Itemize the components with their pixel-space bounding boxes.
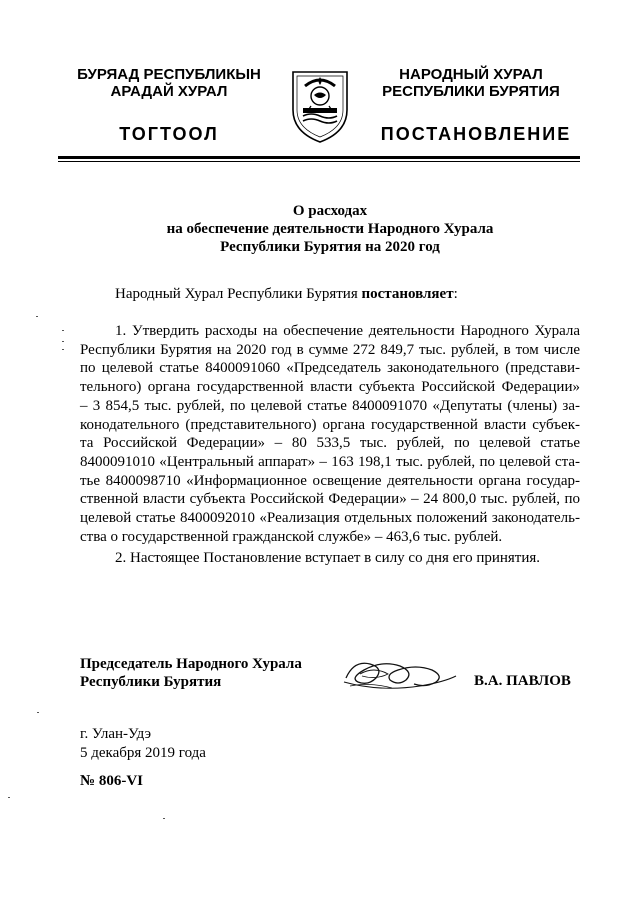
header-right-line1: НАРОДНЫЙ ХУРАЛ [399,66,543,83]
title-line1: О расходах [292,203,368,219]
paragraph-1-line: та Российской Федерации» – 80 533,5 тыс. рублей, по целевой статье [80,435,580,452]
header-left-org [64,66,274,100]
paragraph-1-line: 1. Утвердить расходы на обеспечение деятельности Народного Хурала [115,323,580,339]
scan-speck [163,818,165,819]
city: г. Улан-Удэ [80,726,152,742]
scan-speck [62,341,64,342]
intro-paragraph [115,286,458,303]
paragraph-1-line: Республики Бурятия на 2020 год в сумме 272 849,7 тыс. рублей, в том числе [80,341,580,358]
paragraph-2: 2. Настоящее Постановление вступает в силу со дня его принятия. [115,550,541,566]
paragraph-1-line: тье 8400098710 «Информационное освещение деятельности органа государ- [80,472,580,489]
signer-name: В.А. ПАВЛОВ [474,673,571,689]
signer-position-line1: Председатель Народного Хурала [80,656,302,672]
title-line2: на обеспечение деятельности Народного Хурала [166,221,494,237]
header-divider-thin [58,161,580,162]
scan-speck [62,330,64,331]
scan-speck [36,316,38,317]
header-left-line1: БУРЯАД РЕСПУБЛИКЫН [77,66,261,83]
paragraph-1-line: по целевой статье 8400091060 «Председатель законодательного (представи- [80,360,580,377]
signer-position-line2: Республики Бурятия [80,674,222,690]
paragraph-1-line: тельного) органа государственной власти субъекта Российской Федерации» [80,379,580,396]
scan-speck [62,349,64,350]
paragraph-1-line: – 3 854,5 тыс. рублей, по целевой статье 8400091070 «Депутаты (члены) за- [80,397,580,414]
intro-emphasis: постановляет [361,286,454,302]
paragraph-1-line: конодательного (представительного) органа государственной власти субъек- [80,416,580,433]
paragraph-1-line: ственной власти субъекта Российской Федерации» – 24 800,0 тыс. рублей, по [80,491,580,508]
scan-speck [8,797,10,798]
document-title [80,202,580,256]
signer-position [80,655,302,691]
paragraph-1-line: ства о государственной гражданской службе» – 463,6 тыс. рублей. [80,528,503,545]
title-line3: Республики Бурятия на 2020 год [220,239,440,255]
coat-of-arms-icon [285,66,355,144]
handwritten-signature-icon [340,652,460,696]
paragraph-1-line: целевой статье 8400092010 «Реализация отдельных положений законодатель- [80,510,580,527]
scan-speck [37,712,39,713]
place-and-date [80,725,206,762]
header-left-doc-type: ТОГТООЛ [119,124,219,144]
date: 5 декабря 2019 года [80,744,206,761]
paragraph-1-line: 8400091010 «Центральный аппарат» – 163 198,1 тыс. рублей, по целевой ста- [80,453,580,470]
paragraph-1 [80,322,580,546]
intro-text: Народный Хурал Республики Бурятия [115,286,362,302]
header-left-line2: АРАДАЙ ХУРАЛ [110,83,228,100]
intro-suffix: : [453,286,458,302]
header-right-line2: РЕСПУБЛИКИ БУРЯТИЯ [382,83,560,100]
header-right-org [366,66,576,100]
header-divider-thick [58,156,580,159]
header-right-doc-type: ПОСТАНОВЛЕНИЕ [380,124,572,144]
document-number: № 806-VI [80,773,143,789]
